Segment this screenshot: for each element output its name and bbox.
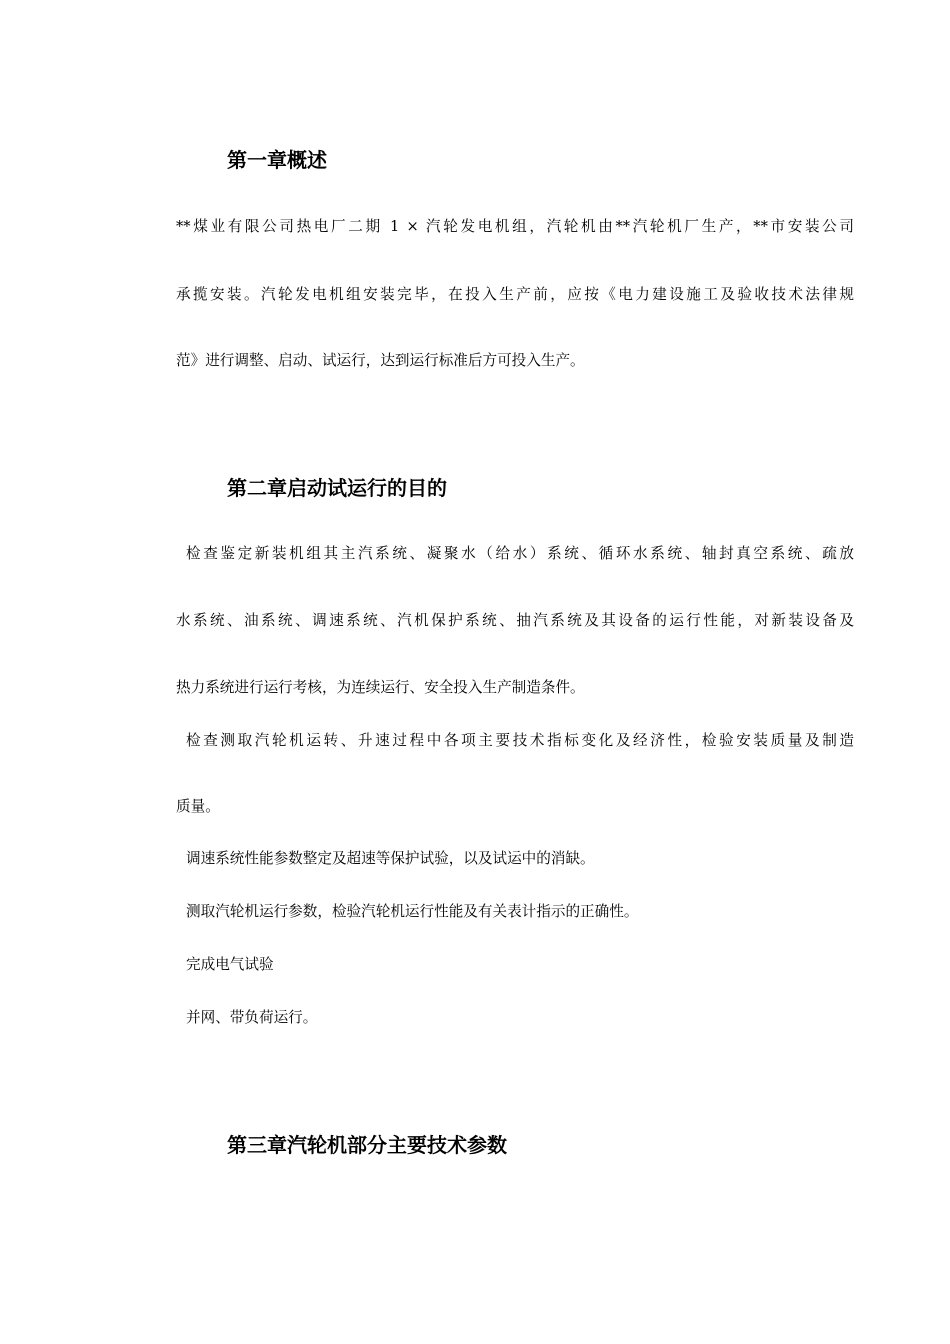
chapter-1-line-3: 范》进行调整、启动、试运行，达到运行标准后方可投入生产。 xyxy=(176,352,585,369)
chapter-2-line-4: 检查测取汽轮机运转、升速过程中各项主要技术指标变化及经济性，检验安装质量及制造 xyxy=(186,732,854,749)
chapter-2-line-8: 完成电气试验 xyxy=(186,956,274,973)
chapter-1-line-2: 承揽安装。汽轮发电机组安装完毕，在投入生产前，应按《电力建设施工及验收技术法律规 xyxy=(176,286,854,303)
chapter-1-heading: 第一章概述 xyxy=(227,148,327,172)
chapter-2-line-9: 并网、带负荷运行。 xyxy=(186,1009,318,1026)
chapter-2-line-5: 质量。 xyxy=(176,798,220,815)
chapter-1-line-1: **煤业有限公司热电厂二期 1 × 汽轮发电机组，汽轮机由**汽轮机厂生产，**市安装公司 xyxy=(176,218,854,235)
chapter-2-line-2: 水系统、油系统、调速系统、汽机保护系统、抽汽系统及其设备的运行性能，对新装设备及 xyxy=(176,612,854,629)
chapter-2-line-7: 测取汽轮机运行参数，检验汽轮机运行性能及有关表计指示的正确性。 xyxy=(186,903,639,920)
chapter-2-heading: 第二章启动试运行的目的 xyxy=(227,476,447,500)
chapter-2-line-3: 热力系统进行运行考核，为连续运行、安全投入生产制造条件。 xyxy=(176,679,585,696)
chapter-2-line-6: 调速系统性能参数整定及超速等保护试验，以及试运中的消缺。 xyxy=(186,850,595,867)
chapter-3-heading: 第三章汽轮机部分主要技术参数 xyxy=(227,1133,507,1157)
chapter-2-line-1: 检查鉴定新装机组其主汽系统、凝聚水（给水）系统、循环水系统、轴封真空系统、疏放 xyxy=(186,545,854,562)
